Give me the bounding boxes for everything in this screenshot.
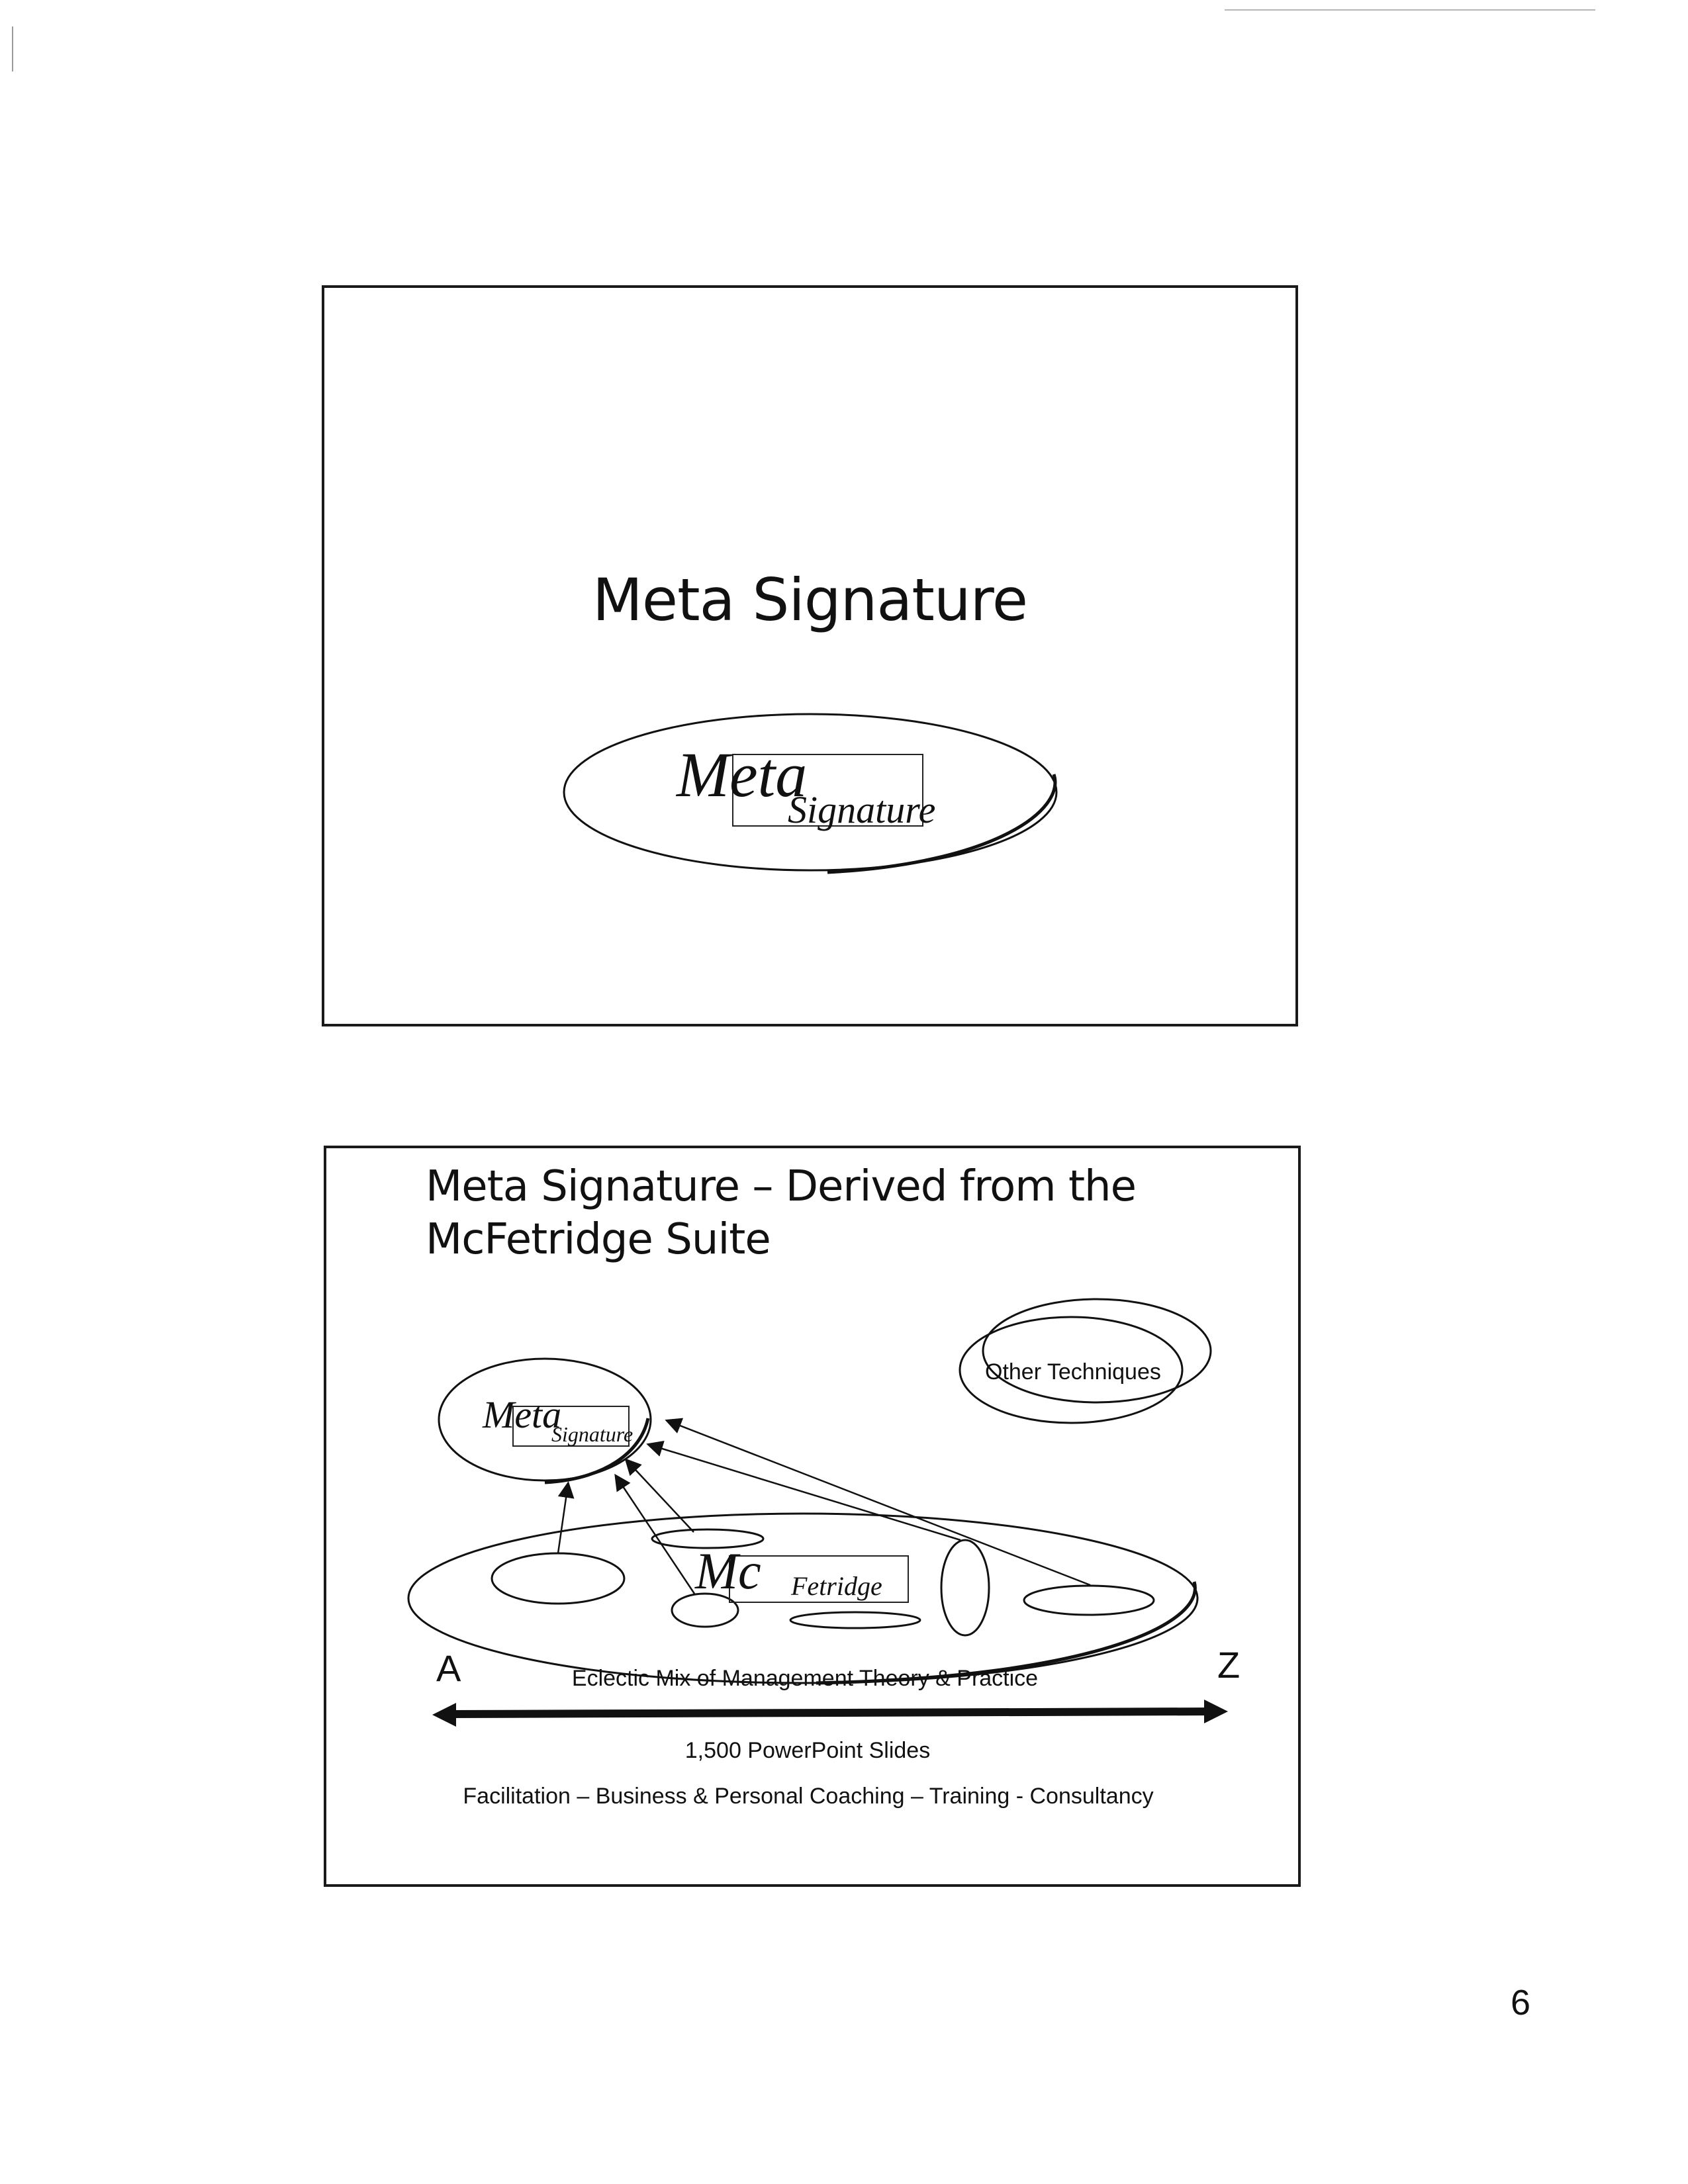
slide-1 — [322, 285, 1298, 1026]
axis-start-label: A — [436, 1647, 461, 1689]
inner-ellipse-4 — [790, 1612, 920, 1628]
arrow-from-ellipse-5 — [649, 1445, 961, 1540]
mcfetridge-text-1: Mc — [695, 1542, 761, 1600]
scan-edge-mark-left — [12, 26, 13, 71]
slide-1-title: Meta Signature — [592, 566, 1027, 634]
inner-ellipse-5 — [941, 1540, 989, 1635]
meta-signature-text-2: Signature — [551, 1422, 633, 1446]
slide-2-diagram — [326, 1148, 1303, 1889]
inner-ellipse-1 — [492, 1553, 624, 1604]
other-techniques-label: Other Techniques — [985, 1359, 1161, 1385]
slides-count-label: 1,500 PowerPoint Slides — [684, 1738, 931, 1763]
axis-label: Eclectic Mix of Management Theory & Practice — [571, 1666, 1039, 1691]
mcfetridge-text-2: Fetridge — [791, 1571, 882, 1601]
slide-1-logo-graphic — [324, 288, 1301, 1029]
axis-end-label: Z — [1217, 1644, 1241, 1686]
other-techniques-ellipse-2 — [983, 1299, 1211, 1402]
axis-arrowhead-right — [1204, 1700, 1228, 1723]
services-label: Facilitation – Business & Personal Coaching – Training - Consultancy — [463, 1784, 1154, 1809]
meta-signature-text-1: Meta — [483, 1393, 562, 1436]
logo-text-meta: Meta — [677, 739, 808, 810]
slide-2-title-line-1: Meta Signature – Derived from the — [426, 1162, 1136, 1211]
slide-2 — [324, 1146, 1301, 1887]
axis-arrowhead-left — [432, 1703, 456, 1727]
scan-edge-mark-top — [1225, 9, 1595, 11]
inner-ellipse-6 — [1024, 1586, 1154, 1615]
logo-text-signature: Signature — [788, 788, 936, 831]
page-number: 6 — [1511, 1983, 1531, 2023]
arrow-from-ellipse-3 — [616, 1477, 694, 1594]
arrow-from-ellipse-1 — [558, 1484, 568, 1553]
axis-line — [445, 1711, 1213, 1714]
slide-2-title-line-2: McFetridge Suite — [426, 1215, 771, 1264]
